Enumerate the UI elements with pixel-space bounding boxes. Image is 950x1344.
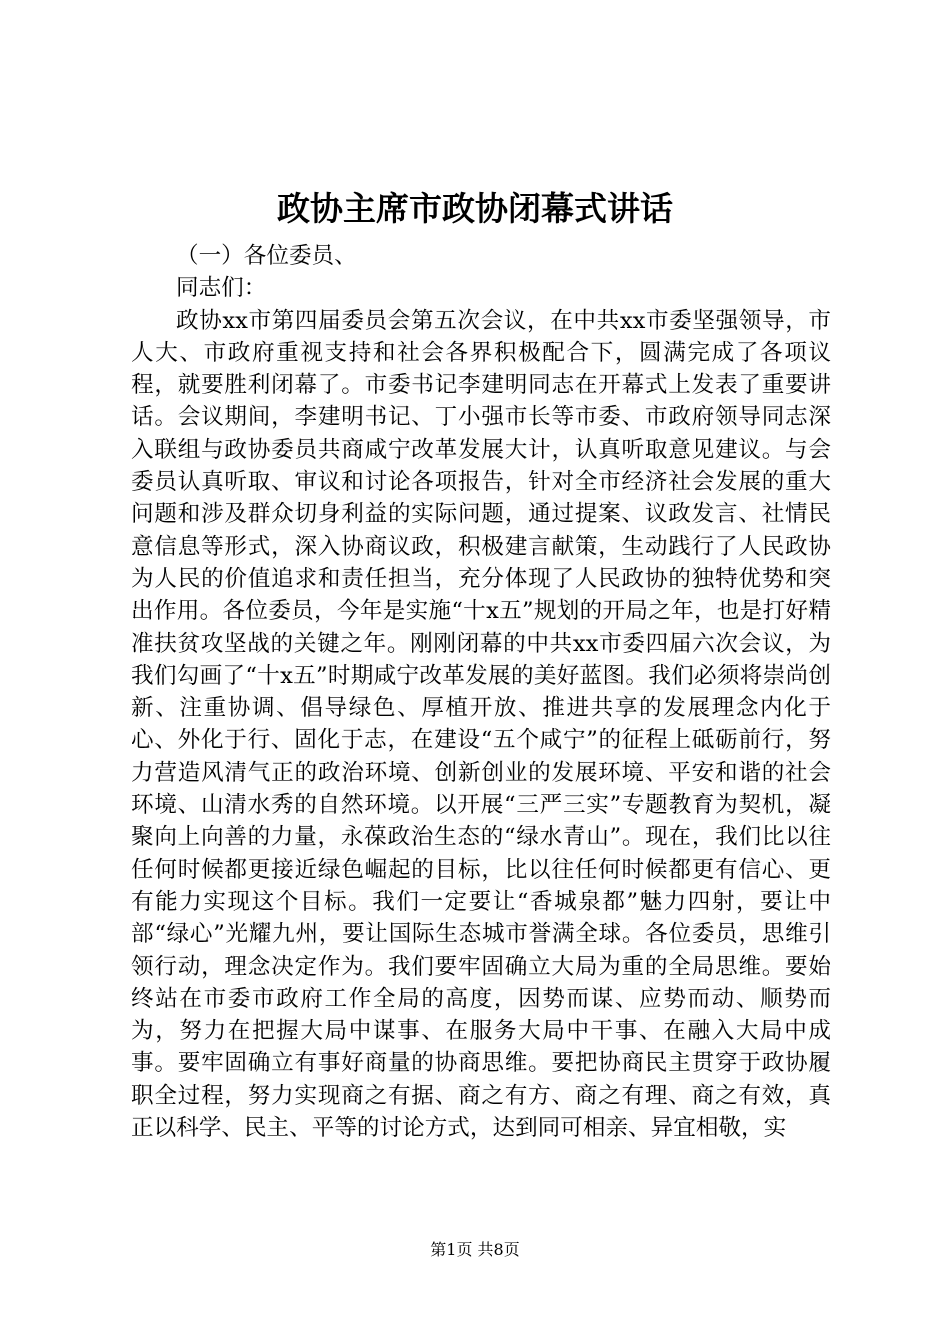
page-number-footer: 第1页 共8页 [430,1240,520,1259]
document-body [131,240,831,1144]
salutation-line-2: 同志们： [176,275,267,302]
salutation-line-1: （一）各位委员、 [176,243,357,269]
document-title: 政协主席市政协闭幕式讲话 [277,189,673,228]
body-paragraph: 政协xx市第四届委员会第五次会议，在中共xx市委坚强领导，市人大、市政府重视支持和社会各界积极配合下，圆满完成了各项议程，就要胜利闭幕了。市委书记李建明同志在开幕式上发表了重要讲话。会议期间，李建明书记、丁小强市长等市委、市政府领导同志深入联组与政协委员共商咸宁改革发展大计，认真听取意见建议。与会委员认真听取、审议和讨论各项报告，针对全市经济社会发展的重大问题和涉及群众切身利益的实际问题，通过提案、议政发言、社情民意信息等形式，深入协商议政，积极建言献策，生动践行了人民政协为人民的价值追求和责任担当，充分体现了人民政协的独特优势和突出作用。各位委员，今年是实施“十x五”规划的开局之年，也是打好精准扶贫攻坚战的关键之年。刚刚闭幕的中共xx市委四届六次会议，为我们勾画了“十x五”时期咸宁改革发展的美好蓝图。我们必须将崇尚创新、注重协调、倡导绿色、厚植开放、推进共享的发展理念内化于心、外化于行、固化于志，在建设“五个咸宁”的征程上砥砺前行，努力营造风清气正的政治环境、创新创业的发展环境、平安和谐的社会环境、山清水秀的自然环境。以开展“三严三实”专题教育为契机，凝聚向上向善的力量，永葆政治生态的“绿水青山”。现在，我们比以往任何时候都更接近绿色崛起的目标，比以往任何时候都更有信心、更有能力实现这个目标。我们一定要让“香城泉都”魅力四射，要让中部“绿心”光耀九州，要让国际生态城市誉满全球。各位委员，思维引领行动，理念决定作为。我们要牢固确立大局为重的全局思维。要始终站在市委市政府工作全局的高度，因势而谋、应势而动、顺势而为，努力在把握大局中谋事、在服务大局中干事、在融入大局中成事。要牢固确立有事好商量的协商思维。要把协商民主贯穿于政协履职全过程，努力实现商之有据、商之有方、商之有理、商之有效，真正以科学、民主、平等的讨论方式，达到同可相亲、异宜相敬，实 [131,307,831,1142]
